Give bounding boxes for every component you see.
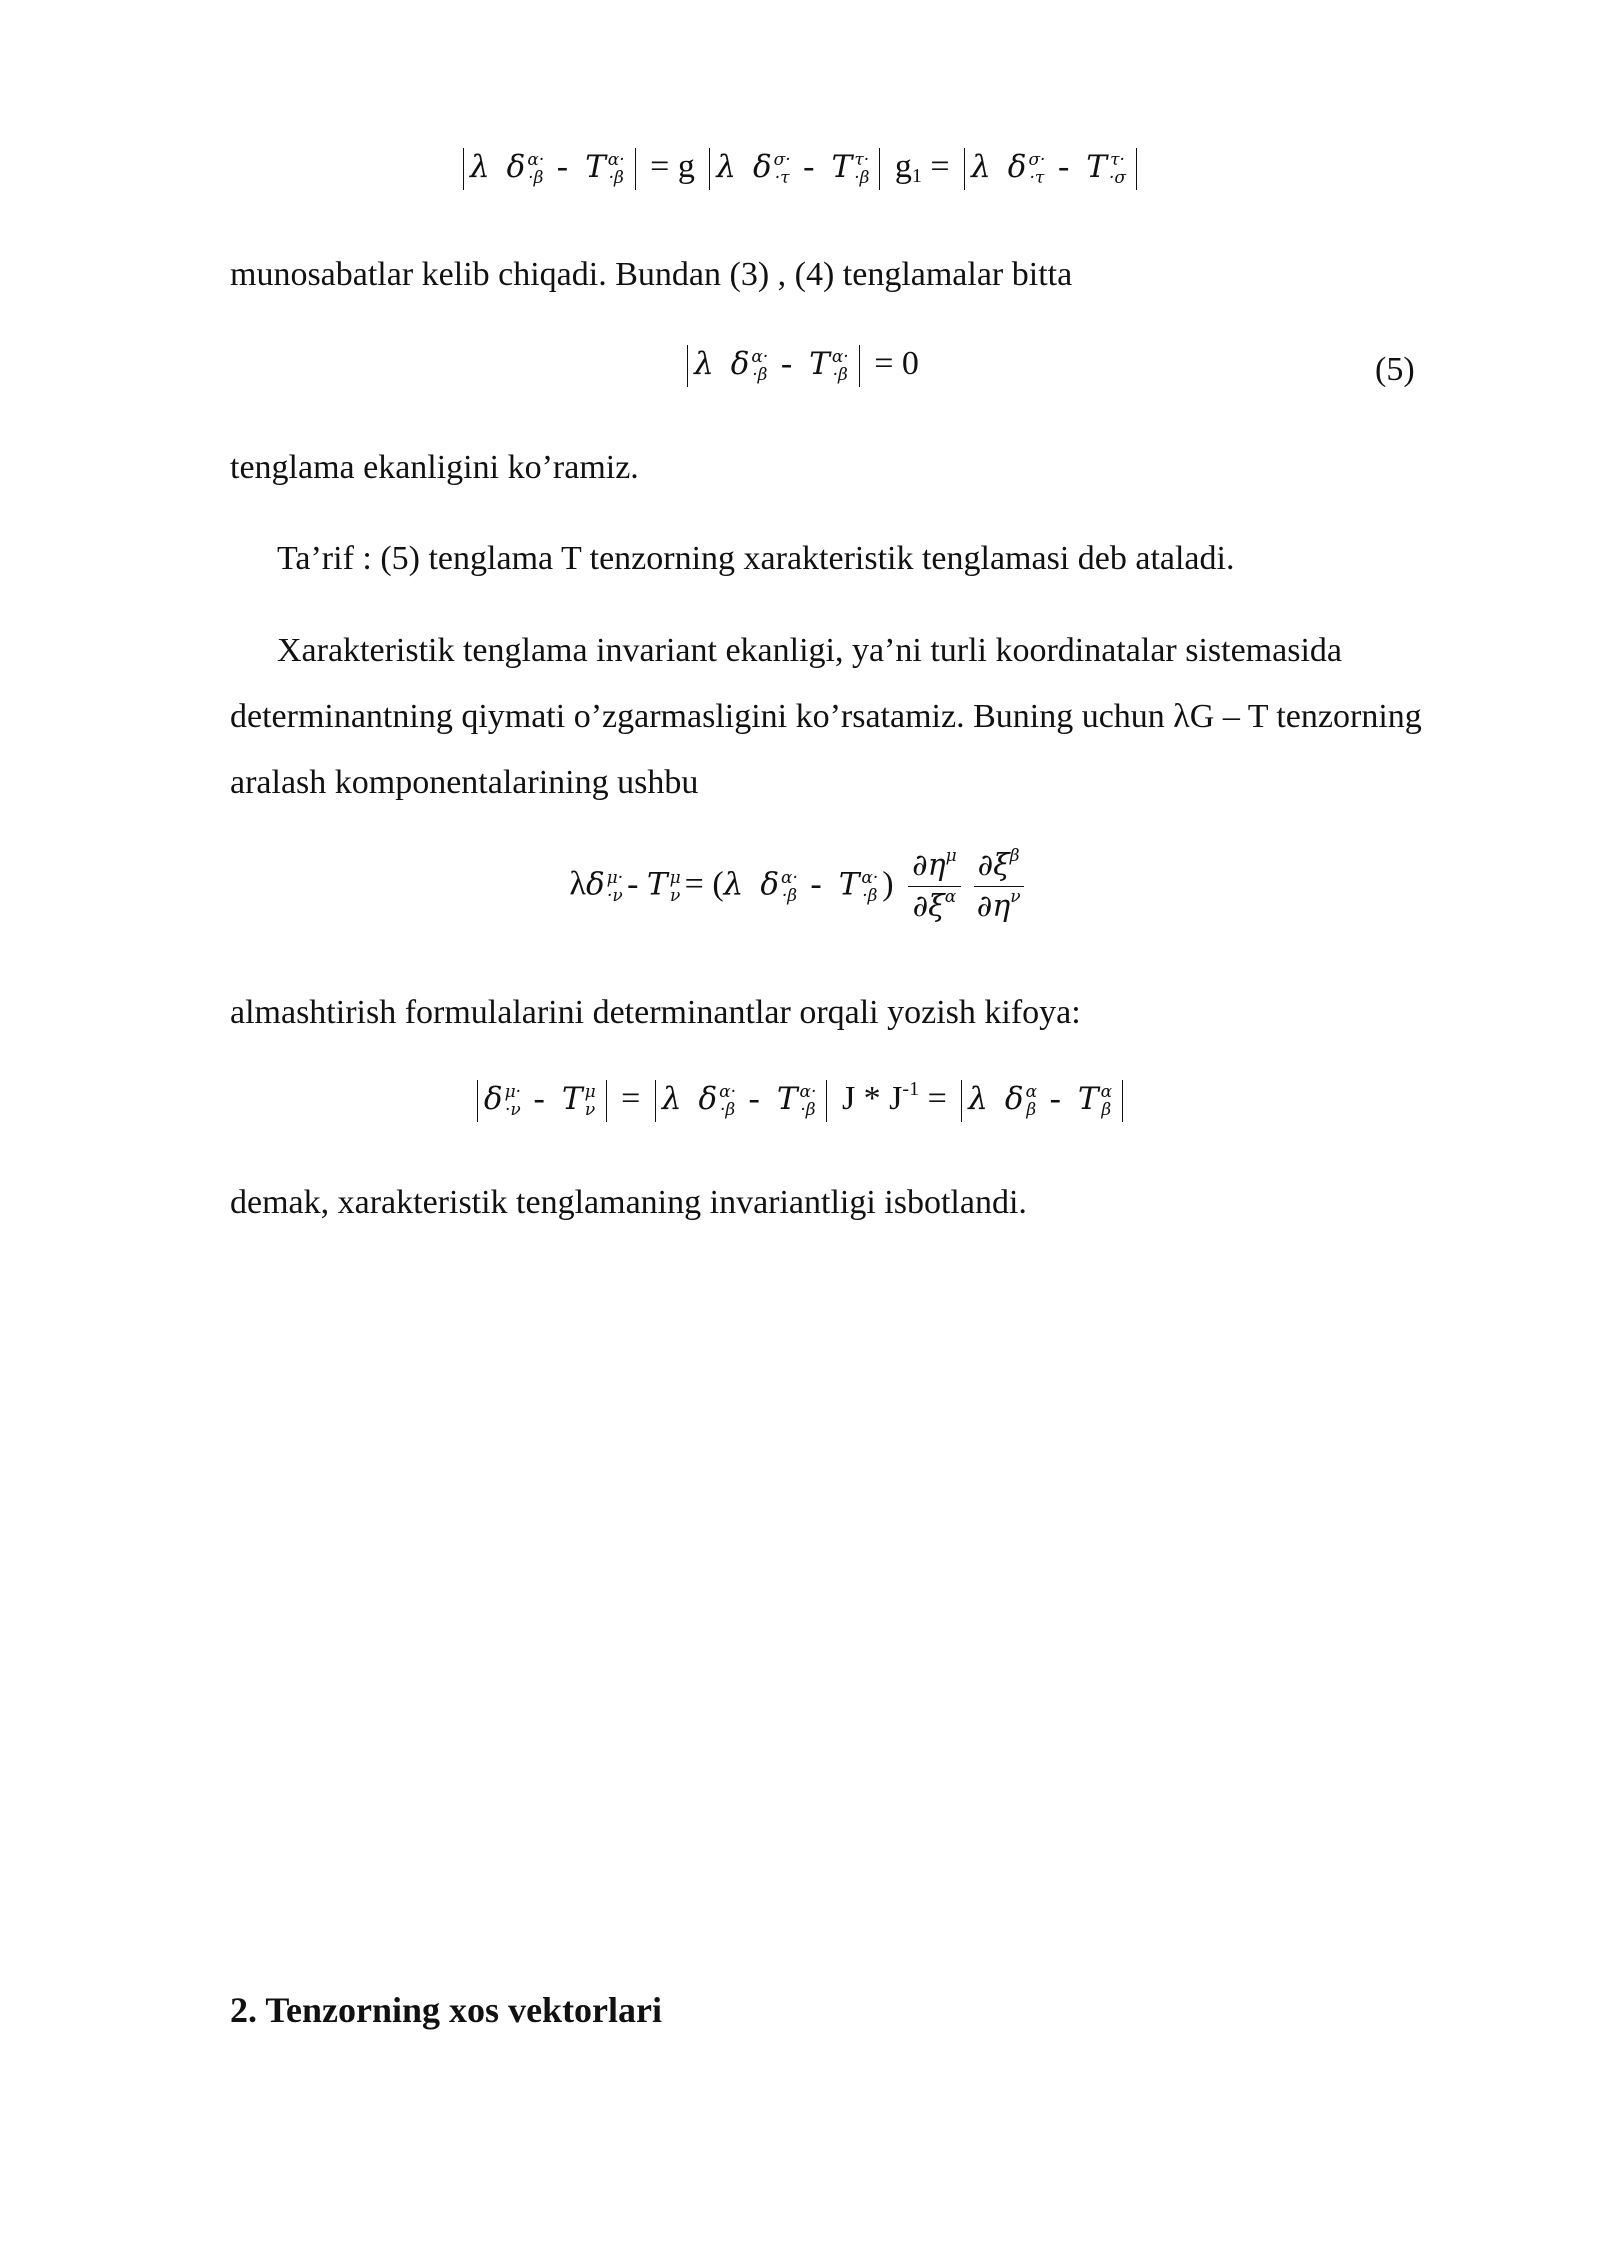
paragraph-invariance: Xarakteristik tenglama invariant ekanligi, ya’ni turli koordinatalar sistemasida determinantning qiymati o’zgarmasligini ko’rsatamiz. Buning uchun λG – T tenzorning aralash komponentalarining ushbu xyxy=(230,632,1422,801)
section-heading: 2. Tenzorning xos vektorlari xyxy=(230,1990,663,2030)
paragraph-conclusion: tenglama ekanligini ko’ramiz. xyxy=(230,449,639,486)
paragraph-relations: munosabatlar kelib chiqadi. Bundan (3) , (4) tenglamalar bitta xyxy=(230,256,1073,293)
paragraph-proven: demak, xarakteristik tenglamaning invariantligi isbotlandi. xyxy=(230,1184,1027,1221)
g-symbol: g xyxy=(677,148,695,185)
g1-subscript: 1 xyxy=(911,165,922,187)
paragraph-formulas: almashtirish formulalarini determinantlar orqali yozish kifoya: xyxy=(230,994,1081,1031)
equation-transformation: λδ μ· ·ν - T μ ν = (λ δ α· ·β - T α· ·β ) $\frac{\partial\eta^\mu}{\partial\xi^\alpha}$ $\frac{\partial\xi^\beta}{\partial\eta^\nu}$ xyxy=(0,846,1600,927)
equation-determinant-relations: λ δ α· ·β - T α· ·β = g λ δ σ· ·τ - T τ· ·β $g_1 = \lambda$ δ σ· ·τ - T τ· ·σ xyxy=(0,148,1600,190)
equation-determinant-invariance: δ μ· ·ν - T μ ν = λ δ α· ·β - T α· ·β $J * J^{-1} = \lambda$ δ α β - T α β xyxy=(0,1080,1600,1122)
g1-symbol: g xyxy=(894,148,912,185)
equation-rhs: = 0 xyxy=(874,345,919,382)
equation-characteristic: λ δ α· ·β - T α· ·β = 0 xyxy=(0,345,1600,387)
paragraph-definition: Ta’rif : (5) tenglama T tenzorning xarakteristik tenglamasi deb ataladi. xyxy=(277,540,1235,577)
equation-number: (5) xyxy=(1375,351,1415,388)
